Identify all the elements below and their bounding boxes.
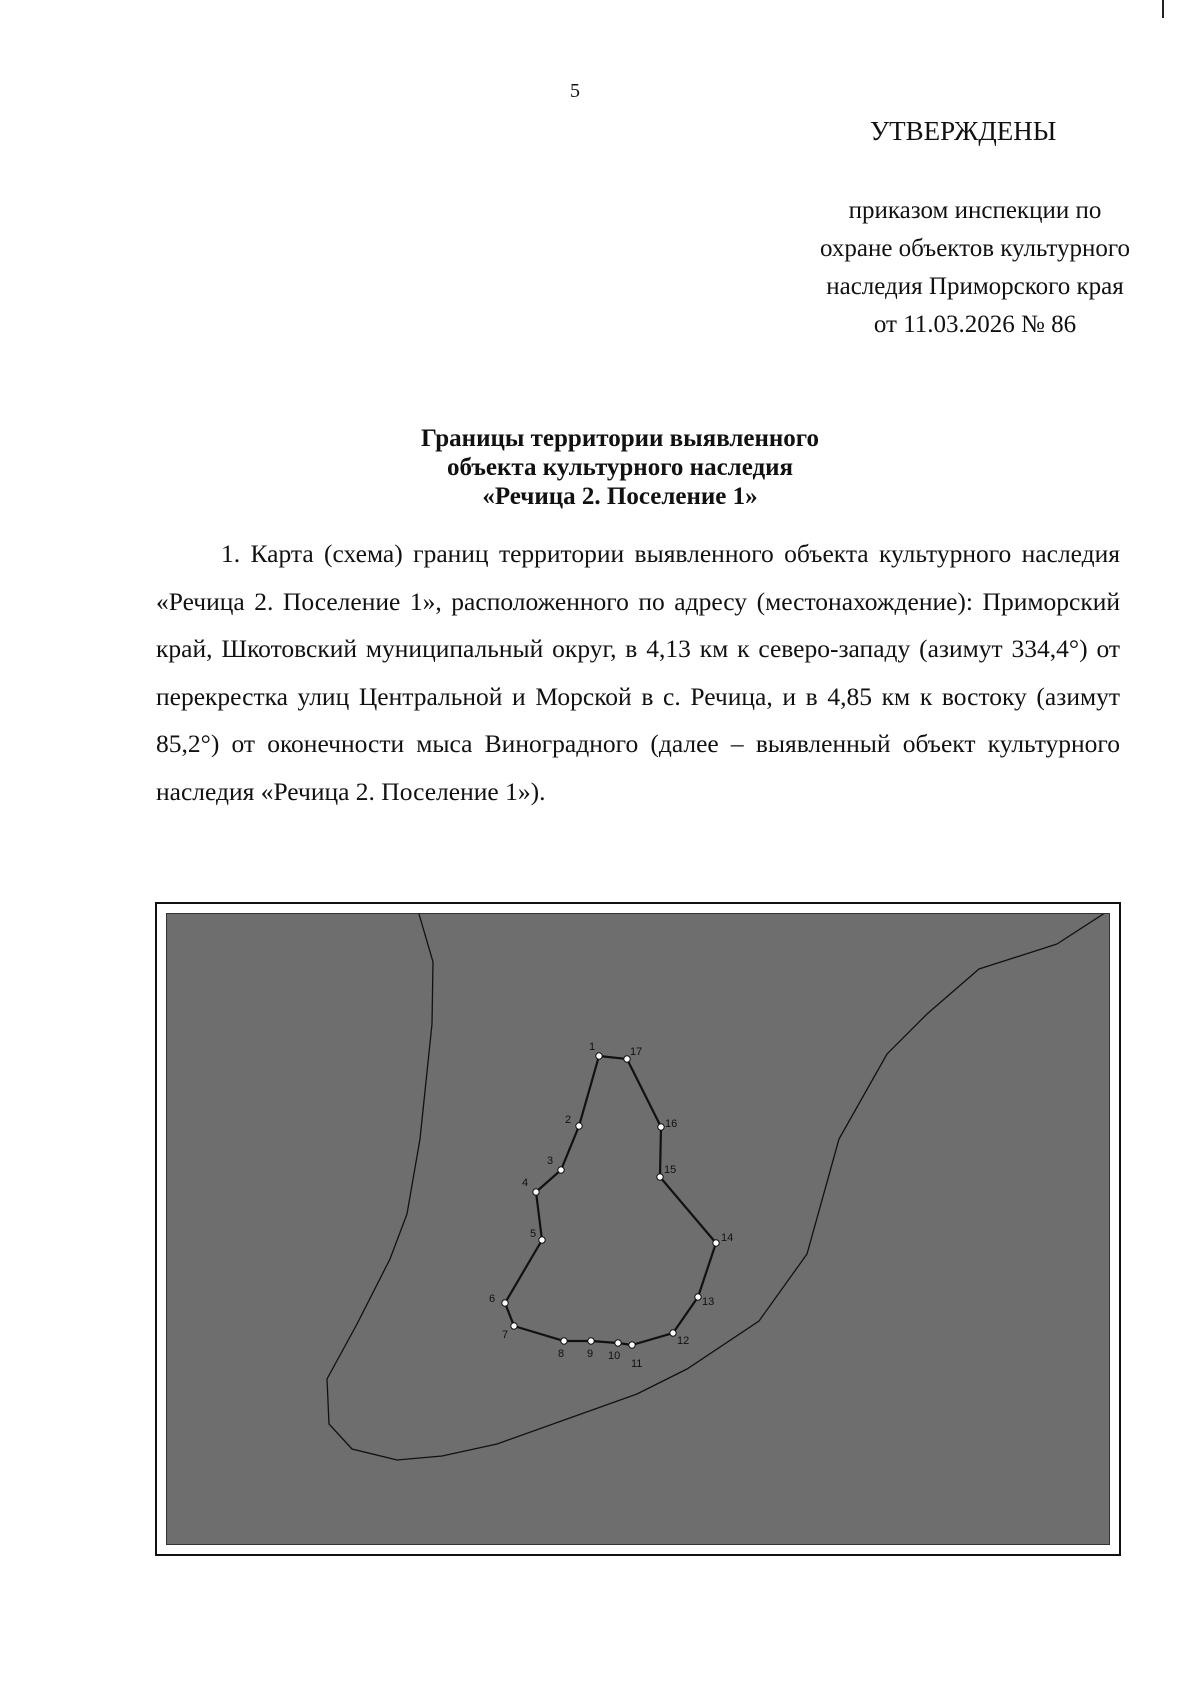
order-reference <box>780 192 1170 344</box>
boundary-point-label: 11 <box>631 1358 643 1370</box>
boundary-point-label: 6 <box>489 1293 496 1305</box>
boundary-point <box>558 1167 564 1173</box>
boundary-point <box>596 1053 602 1059</box>
coastline-left <box>327 914 1057 1460</box>
order-line-date-number: от 11.03.2026 № 86 <box>873 311 1077 338</box>
title-line: Границы территории выявленного <box>420 425 820 452</box>
boundary-point-label: 14 <box>721 1232 734 1244</box>
boundary-point <box>561 1338 567 1344</box>
boundary-point <box>502 1300 508 1306</box>
boundary-point-label: 12 <box>677 1335 690 1347</box>
boundary-point <box>533 1189 539 1195</box>
document-title <box>0 424 1200 511</box>
boundary-point-label: 15 <box>664 1164 677 1176</box>
boundary-point <box>670 1330 676 1336</box>
map-svg <box>167 914 1111 1546</box>
boundary-line <box>505 1056 716 1345</box>
boundary-point-label: 1 <box>589 1041 596 1053</box>
boundary-point-label: 5 <box>530 1228 537 1240</box>
coastline-top <box>1057 914 1111 944</box>
order-line: наследия Приморского края <box>826 273 1124 300</box>
page-number: 5 <box>570 80 580 102</box>
boundary-point-label: 3 <box>547 1155 554 1167</box>
boundary-point <box>511 1323 517 1329</box>
object-boundary <box>489 1041 733 1370</box>
boundary-point-label: 2 <box>565 1114 572 1126</box>
boundary-point <box>713 1240 719 1246</box>
boundary-point <box>539 1237 545 1243</box>
title-line: объекта культурного наследия <box>446 454 794 481</box>
boundary-point <box>657 1174 663 1180</box>
map-canvas <box>166 913 1110 1545</box>
approval-heading: УТВЕРЖДЕНЫ <box>870 116 1057 146</box>
description-paragraph: 1. Карта (схема) границ территории выявленного объекта культурного наследия «Речица 2. Поселение 1», расположенного по адресу (местонахождение): Приморский край, Шкотовский муниципальный округ, в 4,13 км к северо-западу (азимут 334,4°) от перекрестка улиц Центральной и Морской в с. Речица, и в 4,85 км к востоку (азимут 85,2°) от оконечности мыса Виноградного (далее – выявленный объект культурного наследия «Речица 2. Поселение 1»). <box>156 539 1120 806</box>
boundary-point-label: 16 <box>665 1118 678 1130</box>
scan-edge-mark <box>1162 0 1164 18</box>
boundary-map <box>155 902 1121 1556</box>
boundary-point-label: 4 <box>522 1177 529 1189</box>
boundary-point <box>658 1124 664 1130</box>
boundary-point <box>629 1342 635 1348</box>
boundary-point <box>615 1340 621 1346</box>
boundary-point-label: 8 <box>558 1348 565 1360</box>
boundary-point <box>576 1123 582 1129</box>
boundary-point <box>588 1338 594 1344</box>
boundary-point <box>695 1294 701 1300</box>
boundary-point-label: 13 <box>702 1296 715 1308</box>
boundary-point-label: 7 <box>502 1329 509 1341</box>
boundary-point-label: 10 <box>608 1350 621 1362</box>
title-line: «Речица 2. Поселение 1» <box>482 483 758 510</box>
boundary-point-label: 9 <box>587 1348 594 1360</box>
order-line: приказом инспекции по <box>848 197 1102 224</box>
order-line: охране объектов культурного <box>819 235 1130 262</box>
boundary-point-label: 17 <box>630 1046 643 1058</box>
